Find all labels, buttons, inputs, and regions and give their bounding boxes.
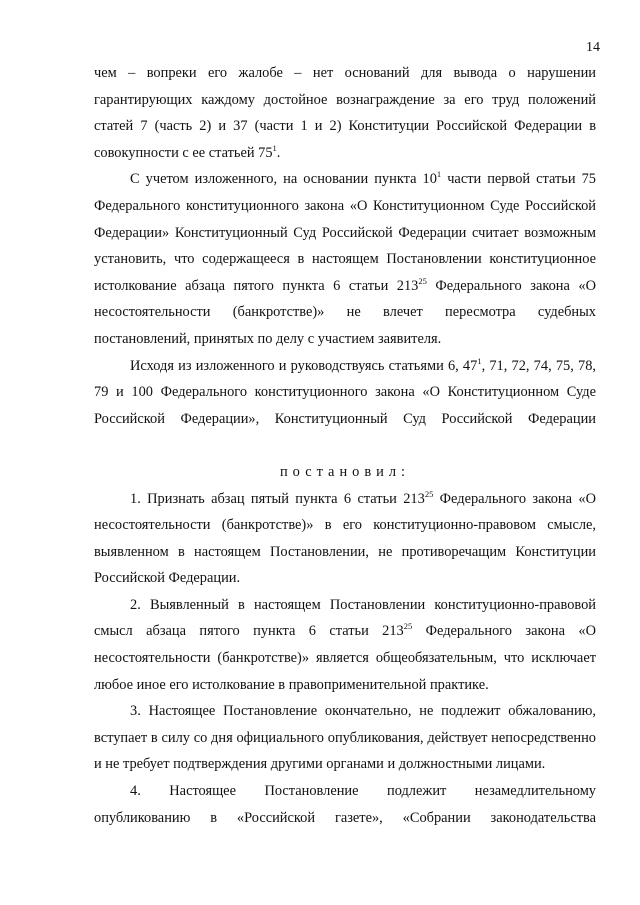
text-run: части первой статьи 75 Федерального конституционного закона «О Конституционном Суде Российской Федерации» Конституционный Суд Российской Федерации считает возможным установить, что содержащееся в настоящем Постановлении конституционное истолкование абзаца пятого пункта 6 статьи 213 [94, 171, 596, 294]
ruling-item-1 [94, 486, 596, 592]
text-run: С учетом изложенного, на основании пункта 10 [130, 171, 437, 188]
text-run: 2. Выявленный в настоящем Постановлении конституционно-правовой смысл абзаца пятого пункта 6 статьи 213 [94, 596, 596, 640]
ruling-item-2 [94, 592, 596, 698]
superscript: 25 [403, 621, 413, 632]
superscript: 25 [418, 275, 427, 286]
text-run: Исходя из изложенного и руководствуясь статьями 6, 47 [130, 357, 478, 374]
document-body [94, 60, 596, 831]
ruling-item-3 [94, 698, 596, 778]
superscript: 1 [477, 355, 482, 366]
text-run: 4. Настоящее Постановление подлежит незамедлительному опубликованию в «Российской газете», «Собрании законодательства [94, 783, 596, 826]
superscript: 1 [272, 142, 277, 153]
superscript: 1 [436, 169, 442, 180]
ruling-item-4 [94, 778, 596, 831]
text-run: 3. Настоящее Постановление окончательно, не подлежит обжалованию, вступает в силу со дня официального опубликования, действует непосредственно и не требует подтверждения другими органами и должностными лицами. [94, 703, 596, 773]
text-run: . [276, 144, 281, 161]
text-run: Федерального закона «О несостоятельности (банкротстве)» в его конституционно-правовом смысле, выявленном в настоящем Постановлении, не противоречащим Конституции Российской Федерации. [94, 490, 596, 587]
paragraph-conclusion [94, 60, 596, 166]
text-run: , 71, 72, 74, 75, 78, 79 и 100 Федерального конституционного закона «О Конституционном Суде Российской Федерации», Конституционный Суд Российской Федерации [94, 357, 596, 427]
text-run: чем – вопреки его жалобе – нет оснований для вывода о нарушении гарантирующих каждому достойное вознаграждение за его труд положений статей 7 (часть 2) и 37 (части 1 и 2) Конституции Российской Федерации в совокупности с ее статьей 75 [94, 65, 596, 161]
text-run: 1. Признать абзац пятый пункта 6 статьи 213 [130, 490, 425, 507]
page-number: 14 [586, 40, 600, 55]
ruling-heading: постановил: [279, 463, 411, 480]
text-run: Федерального закона «О несостоятельности (банкротстве)» не влечет пересмотра судебных постановлений, принятых по делу с участием заявителя. [94, 277, 596, 347]
text-run: Федерального закона «О несостоятельности (банкротстве)» является общеобязательным, что исключает любое иное его истолкование в правоприменительной практике. [94, 623, 596, 693]
paragraph-reasoning [94, 166, 596, 352]
paragraph-grounds [94, 353, 596, 433]
superscript: 25 [424, 488, 434, 499]
